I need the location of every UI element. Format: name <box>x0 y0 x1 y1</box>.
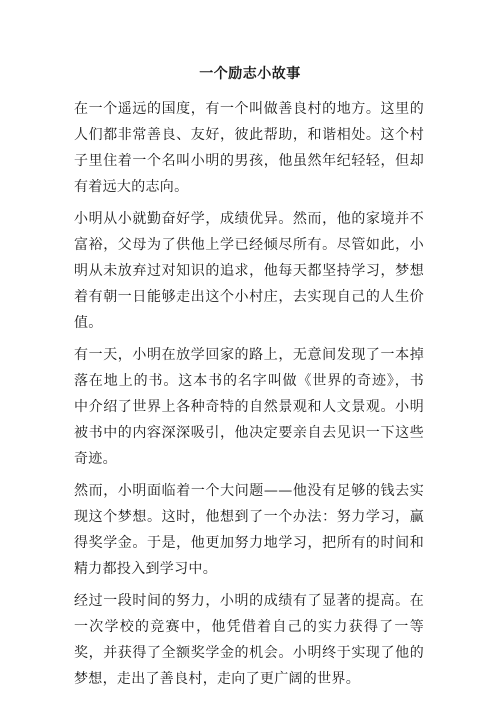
document-body <box>74 96 424 698</box>
document-title: 一个励志小故事 <box>199 66 301 82</box>
paragraph-2: 小明从小就勤奋好学，成绩优异。然而，他的家境并不富裕，父母为了供他上学已经倾尽所有。尽管如此，小明从未放弃过对知识的追求，他每天都坚持学习，梦想着有朝一日能够走出这个小村庄，去实现自己的人生价值。 <box>74 211 424 331</box>
paragraph-4: 然而，小明面临着一个大问题——他没有足够的钱去实现这个梦想。这时，他想到了一个办法：努力学习，赢得奖学金。于是，他更加努力地学习，把所有的时间和精力都投入到学习中。 <box>74 483 424 577</box>
paragraph-3: 有一天，小明在放学回家的路上，无意间发现了一本掉落在地上的书。这本书的名字叫做《世界的奇迹》，书中介绍了世界上各种奇特的自然景观和人文景观。小明被书中的内容深深吸引，他决定要亲自去见识一下这些奇迹。 <box>74 347 424 467</box>
paragraph-1: 在一个遥远的国度，有一个叫做善良村的地方。这里的人们都非常善良、友好，彼此帮助，和谐相处。这个村子里住着一个名叫小明的男孩，他虽然年纪轻轻，但却有着远大的志向。 <box>74 101 424 195</box>
paragraph-5: 经过一段时间的努力，小明的成绩有了显著的提高。在一次学校的竞赛中，他凭借着自己的实力获得了一等奖，并获得了全额奖学金的机会。小明终于实现了他的梦想，走出了善良村，走向了更广阔的世界。 <box>74 593 424 687</box>
